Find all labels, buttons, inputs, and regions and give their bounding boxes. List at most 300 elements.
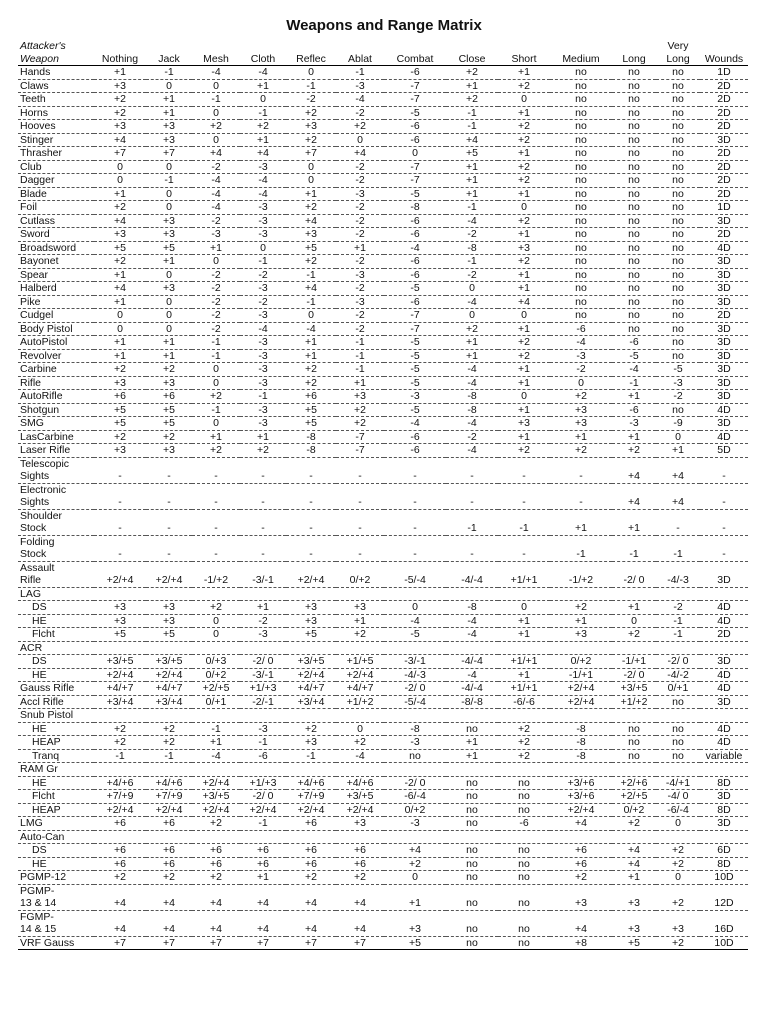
weapon-name	[18, 655, 94, 669]
matrix-cell: 0/+2	[384, 803, 446, 817]
matrix-cell: -3/-1	[384, 655, 446, 669]
matrix-cell: +2	[498, 722, 550, 736]
matrix-cell	[612, 641, 656, 655]
matrix-cell: 0	[656, 817, 700, 831]
matrix-cell: -4	[384, 417, 446, 431]
matrix-cell: -2	[336, 160, 384, 174]
matrix-cell: +3	[498, 241, 550, 255]
matrix-cell: -	[656, 509, 700, 535]
matrix-cell	[550, 763, 612, 777]
matrix-cell: 0	[498, 309, 550, 323]
matrix-cell	[336, 709, 384, 723]
matrix-cell: +1	[550, 509, 612, 535]
matrix-cell: -2	[336, 214, 384, 228]
table-row	[18, 830, 748, 844]
matrix-cell: 3D	[700, 790, 748, 804]
weapon-name	[18, 776, 94, 790]
table-row	[18, 444, 748, 458]
matrix-cell: +2	[94, 106, 146, 120]
matrix-cell: +2/+4	[94, 803, 146, 817]
matrix-cell: -5	[656, 363, 700, 377]
matrix-cell: -	[700, 535, 748, 561]
matrix-cell: 0	[192, 363, 240, 377]
weapon-name-line: Stinger	[20, 133, 54, 146]
matrix-cell: variable	[700, 749, 748, 763]
weapon-name	[18, 587, 94, 601]
matrix-cell: +4	[286, 910, 336, 936]
matrix-cell: -4/-4	[446, 561, 498, 587]
matrix-cell: +4	[94, 884, 146, 910]
column-header-line: Medium	[562, 52, 600, 65]
matrix-cell: +2	[286, 106, 336, 120]
matrix-cell: -1	[446, 201, 498, 215]
matrix-cell: 8D	[700, 857, 748, 871]
matrix-cell: no	[612, 282, 656, 296]
matrix-cell: +2	[446, 322, 498, 336]
matrix-cell: +3	[550, 884, 612, 910]
matrix-cell: 0	[192, 79, 240, 93]
weapon-name	[18, 133, 94, 147]
matrix-cell: +2	[286, 255, 336, 269]
matrix-cell: -5	[384, 106, 446, 120]
weapon-name	[18, 309, 94, 323]
matrix-cell: no	[612, 93, 656, 107]
matrix-cell: -7	[384, 93, 446, 107]
table-row	[18, 535, 748, 561]
matrix-cell: -7	[336, 430, 384, 444]
matrix-cell: +1	[146, 255, 192, 269]
matrix-cell: +1	[612, 601, 656, 615]
matrix-cell: +3	[384, 910, 446, 936]
weapon-name-line: HE	[32, 668, 47, 681]
matrix-cell: -4	[336, 93, 384, 107]
matrix-cell: +4	[94, 133, 146, 147]
matrix-cell: no	[550, 295, 612, 309]
matrix-cell: -8	[286, 444, 336, 458]
matrix-cell: 0	[146, 268, 192, 282]
matrix-cell: +1/+2	[612, 695, 656, 709]
weapon-name-line: Accl Rifle	[20, 695, 64, 708]
matrix-cell: 0	[446, 282, 498, 296]
matrix-cell: +4	[612, 857, 656, 871]
matrix-cell: +4	[656, 457, 700, 483]
matrix-cell: -2	[240, 295, 286, 309]
matrix-cell: +1	[336, 376, 384, 390]
matrix-cell: +2	[498, 336, 550, 350]
column-header	[18, 40, 94, 66]
weapon-name	[18, 228, 94, 242]
matrix-cell: 0	[498, 93, 550, 107]
matrix-cell: +1	[94, 66, 146, 80]
table-row	[18, 803, 748, 817]
matrix-cell: +2	[286, 871, 336, 885]
column-header-line: Attacker's	[20, 40, 66, 52]
matrix-cell: +3	[146, 282, 192, 296]
matrix-cell: -2	[192, 322, 240, 336]
matrix-cell: 0	[94, 309, 146, 323]
matrix-cell: no	[550, 309, 612, 323]
weapon-name	[18, 641, 94, 655]
matrix-cell: +1	[498, 376, 550, 390]
matrix-cell: -	[286, 509, 336, 535]
matrix-cell: -4	[240, 187, 286, 201]
matrix-cell	[336, 641, 384, 655]
matrix-cell: +6	[94, 390, 146, 404]
matrix-cell	[336, 587, 384, 601]
matrix-cell: +3	[550, 417, 612, 431]
weapon-name-line: HE	[32, 857, 47, 870]
weapon-name-line: Folding	[20, 535, 55, 548]
table-row	[18, 93, 748, 107]
matrix-cell	[192, 641, 240, 655]
weapon-name-line: LasCarbine	[20, 430, 74, 443]
matrix-cell: +1	[192, 736, 240, 750]
matrix-cell: +5	[146, 417, 192, 431]
matrix-cell: -2	[336, 228, 384, 242]
weapon-name-line: Stock	[20, 522, 47, 534]
weapon-name-line: Horns	[20, 106, 49, 119]
matrix-cell: -1/+2	[192, 561, 240, 587]
matrix-cell: +1	[498, 614, 550, 628]
weapon-name	[18, 430, 94, 444]
matrix-cell: -	[446, 535, 498, 561]
matrix-cell: +6	[146, 390, 192, 404]
matrix-cell: +2	[656, 844, 700, 858]
matrix-cell: +3/+4	[94, 695, 146, 709]
matrix-cell: 0	[240, 93, 286, 107]
matrix-cell: 0/+2	[192, 668, 240, 682]
matrix-cell: +2	[550, 601, 612, 615]
matrix-cell	[240, 709, 286, 723]
matrix-cell: 16D	[700, 910, 748, 936]
matrix-cell: 3D	[700, 214, 748, 228]
matrix-cell: 4D	[700, 736, 748, 750]
matrix-cell: -2/-1	[240, 695, 286, 709]
matrix-cell: -2/ 0	[656, 655, 700, 669]
column-header	[498, 40, 550, 66]
matrix-cell: -1	[240, 390, 286, 404]
matrix-cell: -1	[446, 106, 498, 120]
matrix-cell: -1	[446, 509, 498, 535]
weapon-name-line: Electronic	[20, 483, 67, 496]
matrix-cell	[240, 830, 286, 844]
matrix-cell: 3D	[700, 268, 748, 282]
matrix-cell: -1	[286, 295, 336, 309]
matrix-cell: +6	[286, 390, 336, 404]
matrix-cell: -2	[192, 160, 240, 174]
column-header-line: Reflec	[296, 52, 326, 65]
matrix-cell: +4	[94, 910, 146, 936]
matrix-cell: -6	[240, 749, 286, 763]
weapon-name-line: Pike	[20, 295, 41, 308]
matrix-cell	[700, 763, 748, 777]
matrix-cell: no	[612, 268, 656, 282]
matrix-cell: -5	[384, 363, 446, 377]
matrix-cell: -2	[192, 309, 240, 323]
matrix-cell: -5	[384, 349, 446, 363]
matrix-cell: no	[498, 790, 550, 804]
matrix-cell: -5	[384, 403, 446, 417]
matrix-cell: -3	[240, 282, 286, 296]
matrix-cell: 3D	[700, 349, 748, 363]
weapon-name	[18, 790, 94, 804]
matrix-cell: +2	[336, 628, 384, 642]
matrix-cell: -8	[446, 601, 498, 615]
column-header-line: Very	[667, 40, 689, 52]
weapon-name-line: DS	[32, 601, 47, 613]
matrix-cell: +4/+6	[286, 776, 336, 790]
matrix-cell: -4	[240, 66, 286, 80]
weapon-name-line: Spear	[20, 268, 49, 281]
matrix-cell: +3	[336, 390, 384, 404]
matrix-cell: +7	[286, 936, 336, 950]
weapon-name-line: Rifle	[20, 376, 42, 389]
matrix-cell: 10D	[700, 936, 748, 950]
matrix-cell: +3	[146, 133, 192, 147]
matrix-cell: 0	[286, 309, 336, 323]
matrix-cell: -	[498, 535, 550, 561]
matrix-cell: 4D	[700, 614, 748, 628]
matrix-cell	[656, 830, 700, 844]
matrix-cell: no	[612, 309, 656, 323]
matrix-cell: +1	[146, 93, 192, 107]
matrix-cell: -5	[384, 282, 446, 296]
weapon-name-line: Shoulder	[20, 509, 63, 522]
matrix-cell: +4	[336, 884, 384, 910]
matrix-cell: +5	[94, 417, 146, 431]
weapon-name	[18, 79, 94, 93]
matrix-cell	[146, 830, 192, 844]
matrix-cell: 0	[192, 417, 240, 431]
matrix-cell: -2	[656, 601, 700, 615]
matrix-cell	[700, 641, 748, 655]
matrix-cell: +4	[240, 147, 286, 161]
matrix-cell: -3	[336, 268, 384, 282]
matrix-cell: 8D	[700, 776, 748, 790]
matrix-cell: +4	[550, 817, 612, 831]
matrix-cell: +1	[446, 79, 498, 93]
matrix-cell: -1	[240, 106, 286, 120]
matrix-cell: -4	[192, 66, 240, 80]
matrix-cell: +1	[550, 430, 612, 444]
matrix-cell: 2D	[700, 187, 748, 201]
matrix-cell: 0/+2	[612, 803, 656, 817]
weapon-name	[18, 857, 94, 871]
column-header-line: Mesh	[203, 52, 229, 65]
matrix-cell: -2	[192, 268, 240, 282]
matrix-cell: +6	[240, 844, 286, 858]
matrix-cell: +2/+4	[550, 682, 612, 696]
matrix-cell: +1	[498, 322, 550, 336]
matrix-cell: +4	[656, 483, 700, 509]
table-row	[18, 336, 748, 350]
matrix-cell: no	[550, 174, 612, 188]
weapon-name	[18, 201, 94, 215]
weapon-name-line: AutoPistol	[20, 336, 68, 348]
matrix-cell: 0	[498, 390, 550, 404]
matrix-cell: -1/+1	[612, 655, 656, 669]
matrix-cell: no	[612, 133, 656, 147]
matrix-cell	[498, 763, 550, 777]
weapon-name-line: HE	[32, 614, 47, 627]
matrix-cell	[384, 709, 446, 723]
matrix-cell: -1	[240, 817, 286, 831]
matrix-cell: no	[656, 66, 700, 80]
weapon-name-line: 13 & 14	[20, 897, 57, 909]
matrix-cell: +8	[550, 936, 612, 950]
matrix-cell: no	[656, 187, 700, 201]
matrix-cell: +2	[336, 403, 384, 417]
matrix-cell: -5	[612, 349, 656, 363]
matrix-cell: +2	[94, 722, 146, 736]
matrix-cell: 3D	[700, 376, 748, 390]
matrix-cell: -4	[446, 614, 498, 628]
matrix-cell: +1	[612, 509, 656, 535]
matrix-cell: +4	[94, 214, 146, 228]
table-row	[18, 187, 748, 201]
matrix-cell: -	[336, 457, 384, 483]
table-row	[18, 160, 748, 174]
matrix-cell: no	[384, 749, 446, 763]
matrix-cell	[94, 830, 146, 844]
matrix-cell: +1	[146, 106, 192, 120]
matrix-cell: -6/-4	[384, 790, 446, 804]
matrix-cell	[550, 709, 612, 723]
table-row	[18, 910, 748, 936]
matrix-cell: +6	[550, 844, 612, 858]
matrix-cell: +2/+4	[336, 803, 384, 817]
matrix-cell: +1	[192, 430, 240, 444]
matrix-cell: +3	[498, 417, 550, 431]
matrix-cell: +2	[498, 79, 550, 93]
matrix-cell	[656, 763, 700, 777]
matrix-cell: +2/+4	[146, 561, 192, 587]
matrix-cell: -1	[286, 268, 336, 282]
matrix-cell: -8	[286, 430, 336, 444]
column-header-line: Ablat	[348, 52, 372, 65]
matrix-cell	[336, 763, 384, 777]
matrix-cell: +1	[286, 349, 336, 363]
weapon-name	[18, 936, 94, 950]
weapon-name	[18, 695, 94, 709]
matrix-cell: -	[192, 483, 240, 509]
weapon-name	[18, 417, 94, 431]
table-row	[18, 309, 748, 323]
weapon-name	[18, 120, 94, 134]
matrix-cell: +2	[146, 736, 192, 750]
matrix-cell: +1/+1	[498, 682, 550, 696]
matrix-cell: -6	[498, 817, 550, 831]
matrix-cell: -2/ 0	[612, 561, 656, 587]
table-row	[18, 349, 748, 363]
matrix-cell: -4/-3	[384, 668, 446, 682]
matrix-cell: 0	[286, 160, 336, 174]
matrix-cell: no	[656, 174, 700, 188]
matrix-cell: 3D	[700, 417, 748, 431]
matrix-cell: -1	[94, 749, 146, 763]
matrix-cell: no	[656, 282, 700, 296]
matrix-cell: -6	[384, 133, 446, 147]
table-row	[18, 790, 748, 804]
matrix-cell: no	[612, 66, 656, 80]
weapon-name-line: AutoRifle	[20, 390, 63, 402]
matrix-cell: +2	[192, 390, 240, 404]
matrix-cell: -3	[240, 417, 286, 431]
table-row	[18, 844, 748, 858]
weapon-name	[18, 336, 94, 350]
matrix-cell: +7/+9	[146, 790, 192, 804]
matrix-cell: no	[612, 120, 656, 134]
matrix-cell: +4/+6	[94, 776, 146, 790]
matrix-cell: +3/+6	[550, 790, 612, 804]
matrix-cell: -	[384, 483, 446, 509]
weapon-name-line: SMG	[20, 417, 44, 429]
weapon-name-line: Club	[20, 160, 42, 173]
matrix-cell: -4	[446, 628, 498, 642]
matrix-cell: -5/-4	[384, 561, 446, 587]
column-header	[612, 40, 656, 66]
matrix-cell: -2	[336, 255, 384, 269]
weapon-name-line: Blade	[20, 187, 47, 200]
matrix-cell	[192, 587, 240, 601]
matrix-cell	[384, 763, 446, 777]
matrix-cell	[498, 641, 550, 655]
matrix-cell: +7/+9	[94, 790, 146, 804]
matrix-cell: 3D	[700, 695, 748, 709]
matrix-cell: -	[146, 483, 192, 509]
matrix-cell: -1	[146, 174, 192, 188]
table-row	[18, 241, 748, 255]
matrix-cell: +1	[612, 871, 656, 885]
matrix-cell: -4	[286, 322, 336, 336]
matrix-cell: -1	[240, 736, 286, 750]
matrix-cell: -	[146, 509, 192, 535]
weapon-name-line: Hooves	[20, 120, 56, 132]
matrix-cell: -4	[192, 749, 240, 763]
matrix-cell: +3	[336, 817, 384, 831]
matrix-cell: no	[612, 749, 656, 763]
table-row	[18, 120, 748, 134]
weapon-name-line: Carbine	[20, 363, 57, 375]
matrix-cell: -4	[446, 363, 498, 377]
matrix-cell: +3	[286, 120, 336, 134]
matrix-cell: -4/+1	[656, 776, 700, 790]
weapon-name-line: Telescopic	[20, 457, 70, 470]
matrix-cell: +1	[94, 336, 146, 350]
matrix-cell: +5	[446, 147, 498, 161]
matrix-cell: no	[656, 309, 700, 323]
matrix-cell: +6	[146, 844, 192, 858]
matrix-cell: +5	[146, 628, 192, 642]
matrix-cell: 0	[94, 160, 146, 174]
matrix-cell: no	[656, 403, 700, 417]
matrix-cell: 0	[146, 201, 192, 215]
matrix-cell	[550, 641, 612, 655]
column-header	[336, 40, 384, 66]
matrix-cell: -1	[336, 66, 384, 80]
matrix-cell: -6	[384, 268, 446, 282]
table-row	[18, 133, 748, 147]
page-title: Weapons and Range Matrix	[286, 17, 482, 34]
table-row	[18, 255, 748, 269]
matrix-cell	[612, 587, 656, 601]
weapon-name-line: ACR	[20, 641, 43, 654]
matrix-cell: no	[656, 120, 700, 134]
matrix-cell: -4	[446, 295, 498, 309]
matrix-cell: 0	[146, 295, 192, 309]
matrix-cell: -7	[384, 322, 446, 336]
matrix-cell: no	[446, 803, 498, 817]
